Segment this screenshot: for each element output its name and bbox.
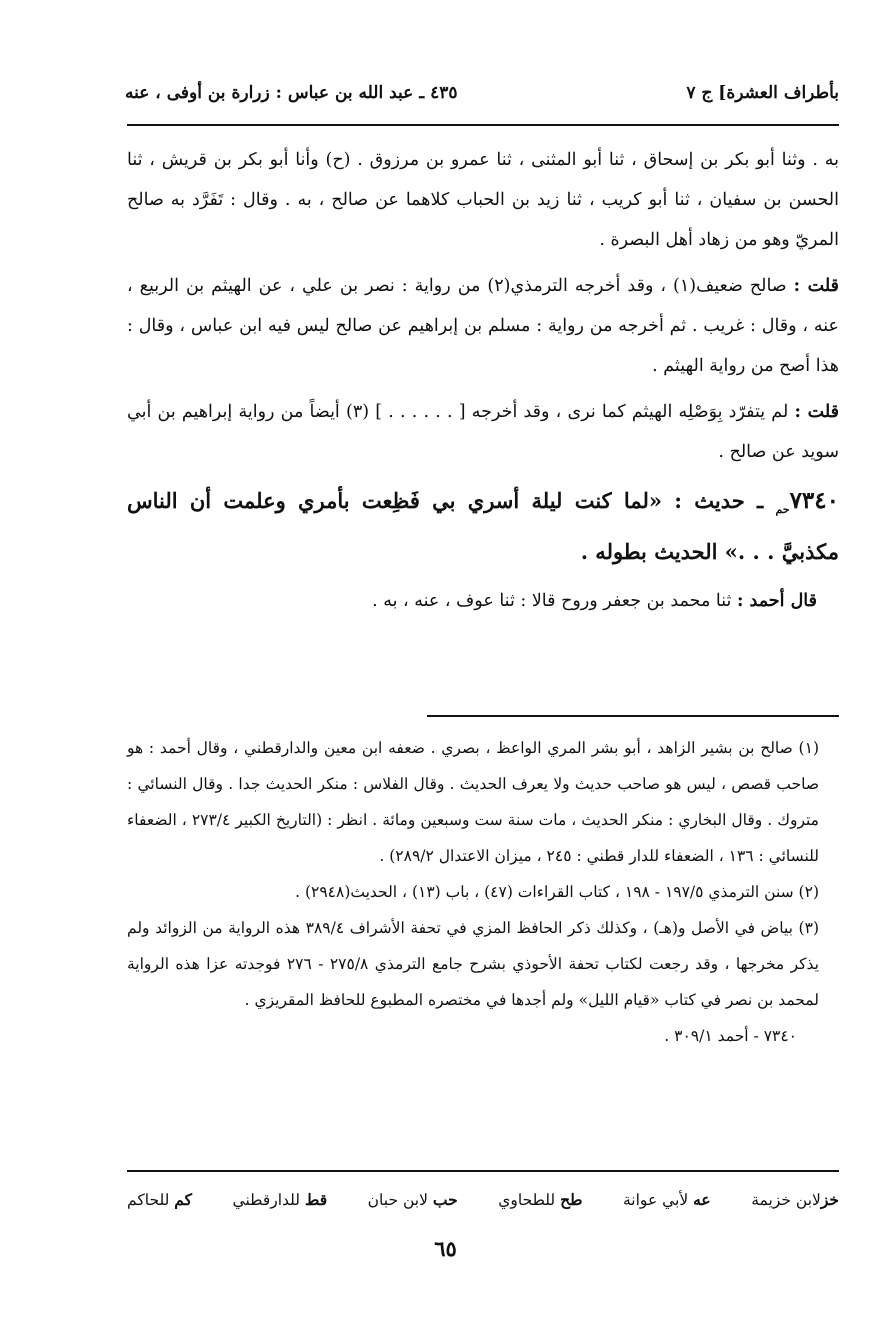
footnote-rule bbox=[427, 715, 839, 717]
footnote-2: (٢) سنن الترمذي ١٩٧/٥ - ١٩٨ ، كتاب القراءات (٤٧) ، باب (١٣) ، الحديث(٢٩٤٨) . bbox=[295, 883, 819, 901]
main-text bbox=[127, 140, 839, 627]
abbreviation-item: حب لابن حبان bbox=[367, 1189, 458, 1209]
paragraph-2-lead: قلت : bbox=[793, 276, 839, 296]
footnote-3: (٣) بياض في الأصل و(هـ) ، وكذلك ذكر الحافظ المزي في تحفة الأشراف ٣٨٩/٤ هذه الرواية من الزوائد ولم يذكر مخرجها ، وقد رجعت لكتاب تحفة الأحوذي بشرح جامع الترمذي ٢٧٥/٨ - ٢٧٦ فوجدته عزا هذه الرواية لمحمد بن نصر في كتاب «قيام الليل» ولم أجدها في مختصره المطبوع للحافظ المقريزي . bbox=[127, 919, 819, 1009]
running-header bbox=[125, 78, 839, 108]
paragraph-3 bbox=[127, 392, 839, 472]
footnote-4: ٧٣٤٠ - أحمد ٣٠٩/١ . bbox=[664, 1027, 797, 1045]
hadith-text: ـ حديث : «لما كنت ليلة أسري بي فَظِعت بأمري وعلمت أن الناس مكذبيَّ . . .» الحديث بطوله . bbox=[127, 488, 839, 565]
paragraph-2 bbox=[127, 266, 839, 386]
abbreviation-item: عه لأبي عوانة bbox=[623, 1189, 711, 1209]
paragraph-3-lead: قلت : bbox=[794, 402, 840, 422]
header-section-title: ٤٣٥ ـ عبد الله بن عباس : زرارة بن أوفى ، عنه bbox=[125, 83, 458, 103]
abbreviation-key bbox=[127, 1182, 839, 1216]
header-book-title: بأطراف العشرة] ج ٧ bbox=[686, 83, 839, 103]
abbreviation-item: كم للحاكم bbox=[127, 1189, 192, 1209]
hadith-number: ٧٣٤٠ bbox=[789, 487, 839, 514]
footnotes bbox=[127, 730, 839, 1054]
isnad-line bbox=[127, 581, 817, 621]
footnote-1: (١) صالح بن بشير الزاهد ، أبو بشر المري الواعظ ، بصري . ضعفه ابن معين والدارقطني ، وقال أحمد : هو صاحب قصص ، ليس هو صاحب حديث ولا يعرف الحديث . وقال الفلاس : منكر الحديث جدا . وقال النسائي : متروك . وقال البخاري : منكر الحديث ، مات سنة ست وسبعين ومائة . انظر : (التاريخ الكبير ٢٧٣/٤ ، الضعفاء للنسائي : ١٣٦ ، الضعفاء للدار قطني : ٢٤٥ ، ميزان الاعتدال ٢٨٩/٢) . bbox=[127, 739, 819, 865]
paragraph-2-text: صالح ضعيف(١) ، وقد أخرجه الترمذي(٢) من رواية : نصر بن علي ، عن الهيثم بن الربيع ، عنه ، وقال : غريب . ثم أخرجه من رواية : مسلم بن إبراهيم عن صالح ليس فيه ابن عباس ، وقال : هذا أصح من رواية الهيثم . bbox=[127, 276, 839, 376]
page-number: ٦٥ bbox=[434, 1236, 457, 1261]
abbreviation-item: طح للطحاوي bbox=[498, 1189, 583, 1209]
bottom-rule bbox=[127, 1170, 839, 1172]
hadith-entry bbox=[127, 480, 839, 573]
isnad-lead: قال أحمد : bbox=[736, 591, 817, 612]
paragraph-3-text: لم يتفرّد بِوَصْلِه الهيثم كما نرى ، وقد أخرجه [ . . . . . . ] (٣) أيضاً من رواية إبراهيم بن أبي سويد عن صالح . bbox=[127, 402, 839, 462]
hadith-source-marker: حم bbox=[775, 503, 790, 517]
abbreviation-item: خزلابن خزيمة bbox=[751, 1189, 839, 1209]
paragraph-1: به . وثنا أبو بكر بن إسحاق ، ثنا أبو المثنى ، ثنا عمرو بن مرزوق . (ح) وأنا أبو بكر بن قريش ، ثنا الحسن بن سفيان ، ثنا أبو كريب ، ثنا زيد بن الحباب كلاهما عن صالح ، به . وقال : تَفَرَّد به صالح المريّ وهو من زهاد أهل البصرة . bbox=[127, 150, 839, 250]
isnad-text: ثنا محمد بن جعفر وروح قالا : ثنا عوف ، عنه ، به . bbox=[372, 591, 737, 612]
header-rule bbox=[127, 124, 839, 126]
abbreviation-item: قط للدارقطني bbox=[232, 1189, 328, 1209]
